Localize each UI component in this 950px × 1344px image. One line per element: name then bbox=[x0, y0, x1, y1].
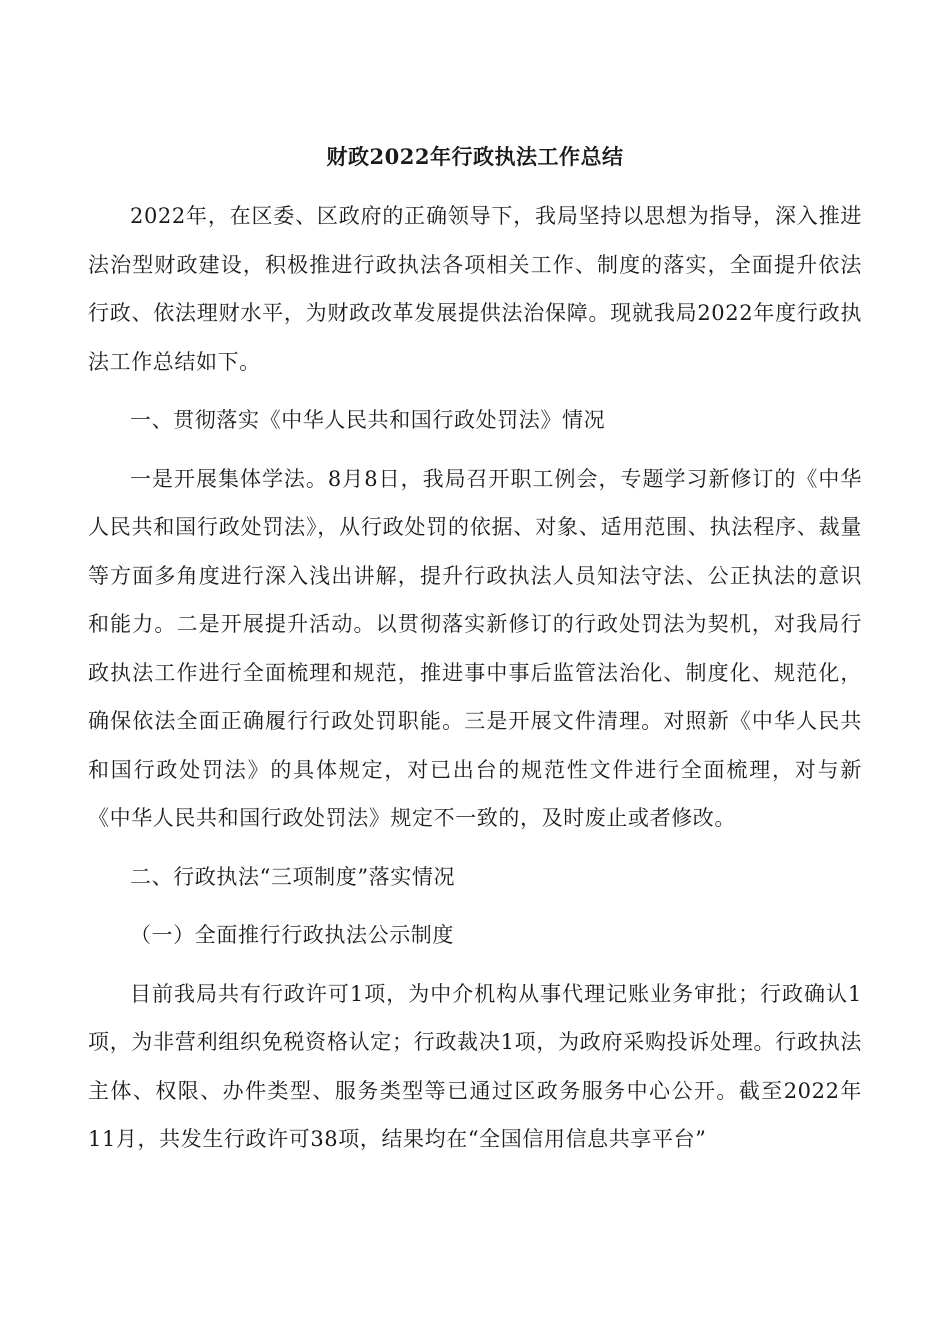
document-body bbox=[88, 192, 862, 1164]
document-page bbox=[88, 0, 862, 1344]
subsection-1-paragraph: 目前我局共有行政许可1项，为中介机构从事代理记账业务审批；行政确认1项，为非营利组织免税资格认定；行政裁决1项，为政府采购投诉处理。行政执法主体、权限、办件类型、服务类型等已通过区政务服务中心公开。截至2022年11月，共发生行政许可38项，结果均在“全国信用信息共享平台” bbox=[88, 981, 862, 1151]
intro-paragraph: 2022年，在区委、区政府的正确领导下，我局坚持以思想为指导，深入推进法治型财政建设，积极推进行政执法各项相关工作、制度的落实，全面提升依法行政、依法理财水平，为财政改革发展提供法治保障。现就我局2022年度行政执法工作总结如下。 bbox=[88, 204, 862, 374]
section-1-paragraph: 一是开展集体学法。8月8日，我局召开职工例会，专题学习新修订的《中华人民共和国行政处罚法》，从行政处罚的依据、对象、适用范围、执法程序、裁量等方面多角度进行深入浅出讲解，提升行政执法人员知法守法、公正执法的意识和能力。二是开展提升活动。以贯彻落实新修订的行政处罚法为契机，对我局行政执法工作进行全面梳理和规范，推进事中事后监管法治化、制度化、规范化，确保依法全面正确履行行政处罚职能。三是开展文件清理。对照新《中华人民共和国行政处罚法》的具体规定，对已出台的规范性文件进行全面梳理，对与新《中华人民共和国行政处罚法》规定不一致的，及时废止或者修改。 bbox=[88, 466, 862, 830]
section-heading-2: 二、行政执法“三项制度”落实情况 bbox=[130, 864, 456, 889]
subsection-heading-1: （一）全面推行行政执法公示制度 bbox=[130, 923, 454, 947]
document-title: 财政2022年行政执法工作总结 bbox=[326, 144, 624, 169]
section-heading-1: 一、贯彻落实《中华人民共和国行政处罚法》情况 bbox=[130, 408, 606, 432]
